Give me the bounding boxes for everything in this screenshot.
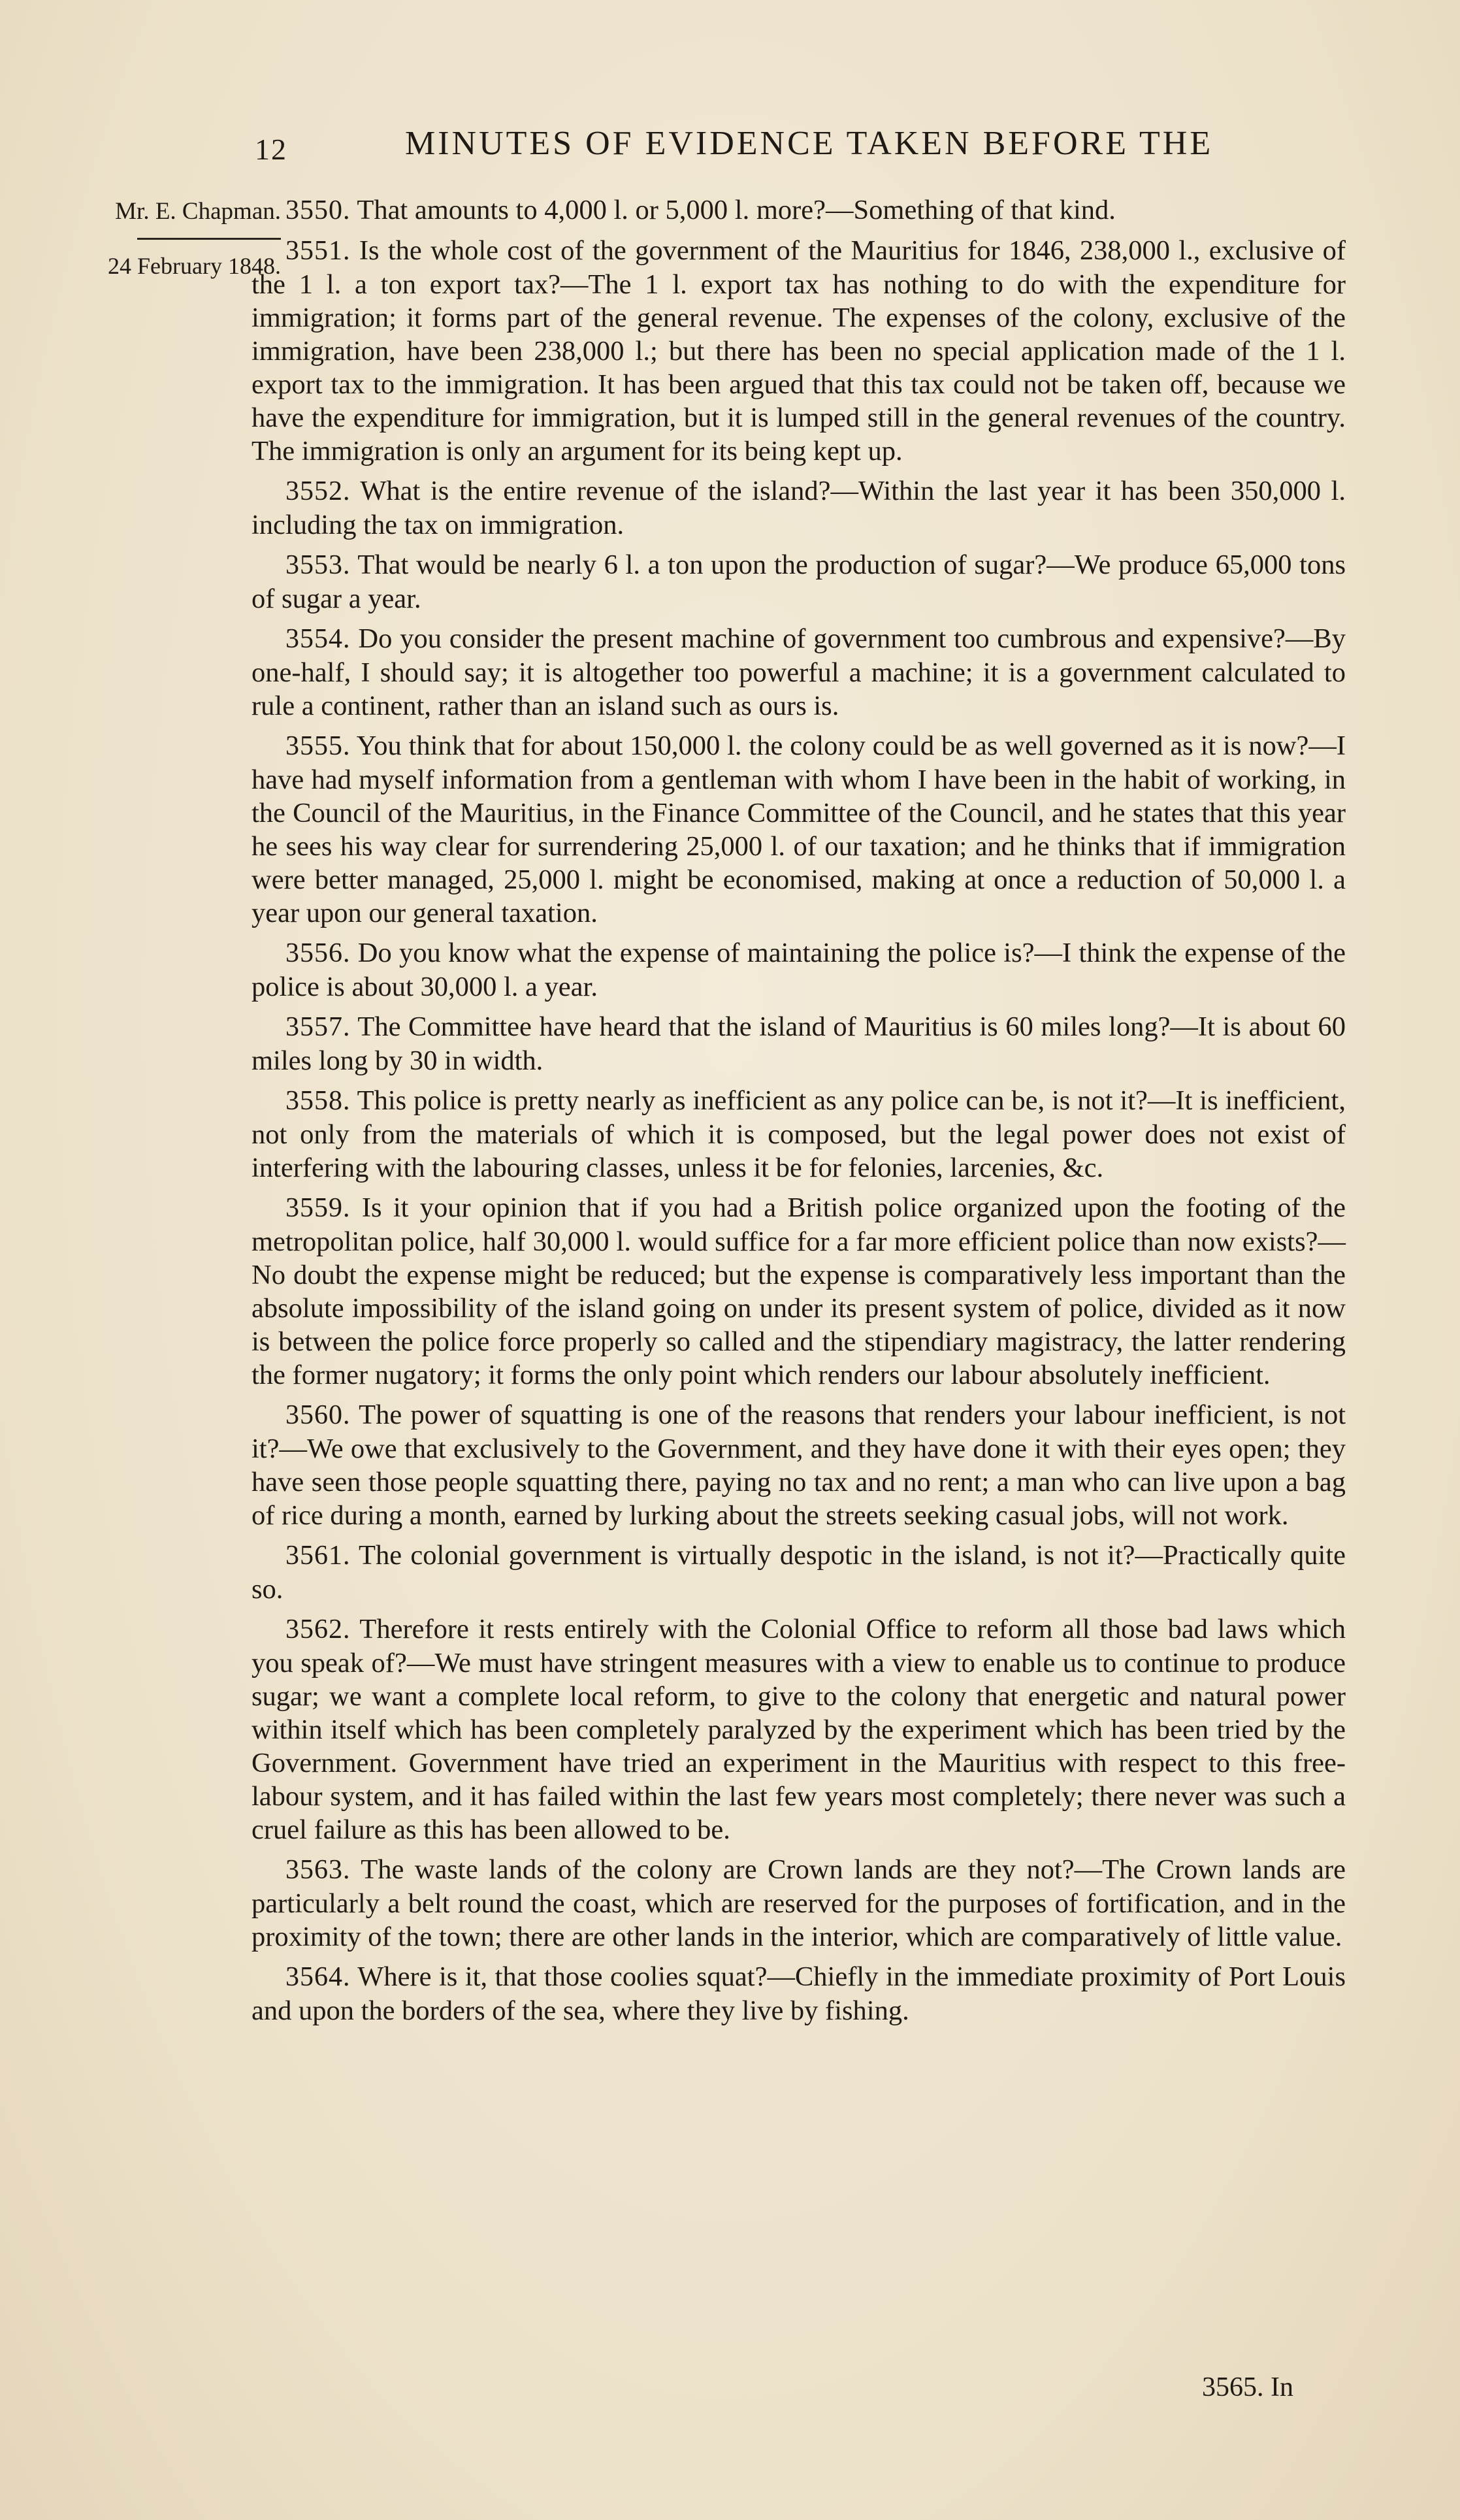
evidence-body [251,193,1346,2034]
question-paragraph [251,193,1346,227]
question-text: The Committee have heard that the island of Mauritius is 60 miles long?—It is about 60 miles long by 30 in width. [251,1011,1346,1076]
question-number: 3551. [285,236,351,266]
question-paragraph [251,729,1346,930]
question-paragraph [251,1960,1346,2027]
question-number: 3558. [285,1086,351,1116]
question-paragraph [251,1084,1346,1185]
catchword: 3565. In [1202,2372,1293,2402]
question-paragraph [251,1853,1346,1954]
question-paragraph [251,1612,1346,1846]
question-paragraph [251,1539,1346,1606]
running-head [255,124,1214,170]
question-paragraph [251,1398,1346,1532]
question-number: 3560. [285,1400,351,1430]
page-number: 12 [255,133,287,166]
question-paragraph [251,474,1346,542]
question-paragraph [251,1191,1346,1392]
question-text: Is the whole cost of the government of the Mauritius for 1846, 238,000 l., exclusive of the 1 l. a ton export tax?—The 1 l. export tax has nothing to do with the expenditure for immigration; it forms part of the general revenue. The expenses of the colony, exclusive of the immigration, have been 238,000 l.; but there has been no special application made of the 1 l. export tax to the immigration. It has been argued that this tax could not be taken off, because we have the expenditure for immigration, but it is lumped still in the general revenues of the country. The immigration is only an argument for its being kept up. [251,235,1346,466]
question-number: 3562. [285,1614,351,1645]
page-title: MINUTES OF EVIDENCE TAKEN BEFORE THE [405,125,1214,162]
question-number: 3561. [285,1541,351,1571]
question-text: That amounts to 4,000 l. or 5,000 l. more?—Something of that kind. [357,195,1116,225]
question-paragraph [251,234,1346,468]
question-number: 3563. [285,1855,351,1885]
question-text: The power of squatting is one of the reasons that renders your labour inefficient, is not it?—We owe that exclusively to the Government, and they have done it with their eyes open; they have seen those people squatting there, paying no tax and no rent; a man who can live upon a bag of rice during a month, earned by lurking about the streets seeking casual jobs, will not work. [251,1399,1346,1531]
question-paragraph [251,548,1346,615]
question-number: 3557. [285,1012,351,1042]
question-text: The waste lands of the colony are Crown lands are they not?—The Crown lands are particularly a belt round the coast, which are reserved for the purposes of fortification, and in the proximity of the town; there are other lands in the interior, which are comparatively of little value. [251,1854,1346,1952]
question-text: Therefore it rests entirely with the Colonial Office to reform all those bad laws which you speak of?—We must have stringent measures with a view to enable us to continue to produce sugar; we want a complete local reform, to give to the colony that energetic and natural power within itself which has been completely paralyzed by the experiment which has been tried by the Government. Government have tried an experiment in the Mauritius with respect to this free-labour system, and it has failed within the last few years most completely; there never was such a cruel failure as this has been allowed to be. [251,1614,1346,1845]
question-number: 3564. [285,1962,351,1992]
question-text: Where is it, that those coolies squat?—Chiefly in the immediate proximity of Port Louis and upon the borders of the sea, where they live by fishing. [251,1961,1346,2026]
question-number: 3555. [285,731,351,761]
question-number: 3556. [285,938,351,968]
question-number: 3559. [285,1193,351,1223]
question-text: What is the entire revenue of the island?—Within the last year it has been 350,000 l. including the tax on immigration. [251,476,1346,540]
question-number: 3554. [285,624,351,654]
question-paragraph [251,622,1346,723]
question-number: 3553. [285,550,351,580]
question-text: Do you know what the expense of maintaining the police is?—I think the expense of the police is about 30,000 l. a year. [251,938,1346,1002]
question-text: The colonial government is virtually despotic in the island, is not it?—Practically quite so. [251,1540,1346,1605]
question-paragraph [251,1010,1346,1077]
margin-note [26,196,281,282]
question-text: Is it your opinion that if you had a British police organized upon the footing of the metropolitan police, half 30,000 l. would suffice for a far more efficient police than now exists?—No doubt the expense might be reduced; but the expense is comparatively less important than the absolute impossibility of the island going on under its present system of police, divided as it now is between the police force properly so called and the stipendiary magistracy, the latter rendering the former nugatory; it forms the only point which renders our labour absolutely inefficient. [251,1192,1346,1390]
question-text: That would be nearly 6 l. a ton upon the production of sugar?—We produce 65,000 tons of sugar a year. [251,549,1346,614]
witness-name: Mr. E. Chapman. [115,198,281,225]
hearing-date: 24 February 1848. [108,253,281,279]
question-number: 3552. [285,476,351,506]
question-text: Do you consider the present machine of government too cumbrous and expensive?—By one-half, I should say; it is altogether too powerful a machine; it is a government calculated to rule a continent, rather than an island such as ours is. [251,623,1346,721]
question-text: This police is pretty nearly as inefficient as any police can be, is not it?—It is inefficient, not only from the materials of which it is composed, but the legal power does not exist of interfering with the labouring classes, unless it be for felonies, larcenies, &c. [251,1085,1346,1183]
question-paragraph [251,936,1346,1004]
question-text: You think that for about 150,000 l. the colony could be as well governed as it is now?—I have had myself information from a gentleman with whom I have been in the habit of working, in the Council of the Mauritius, in the Finance Committee of the Council, and he states that this year he sees his way clear for surrendering 25,000 l. of our taxation; and he thinks that if immigration were better managed, 25,000 l. might be economised, making at once a reduction of 50,000 l. a year upon our general taxation. [251,730,1346,928]
question-number: 3550. [285,195,351,225]
